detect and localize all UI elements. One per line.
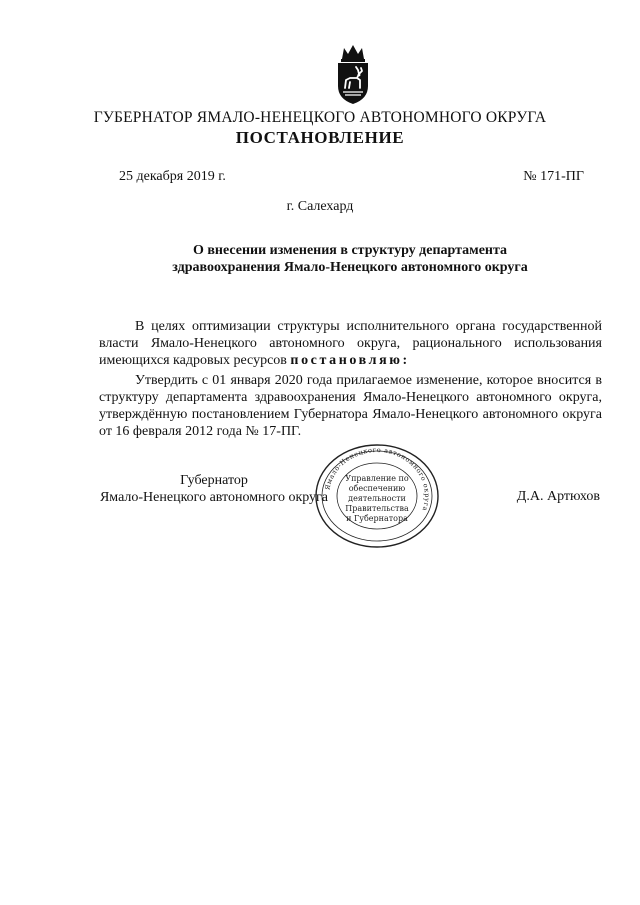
preamble-paragraph — [99, 318, 602, 369]
seal-line: обеспечению — [348, 484, 406, 493]
document-number: № 171-ПГ — [523, 169, 584, 184]
signatory-name: Д.А. Артюхов — [516, 489, 600, 504]
signatory-title — [99, 472, 329, 506]
document-date: 25 декабря 2019 г. — [119, 169, 226, 184]
issuing-city: г. Салехард — [286, 199, 354, 214]
seal-line: деятельности — [348, 494, 406, 503]
seal-line: и Губернатора — [346, 514, 408, 523]
issuing-authority: ГУБЕРНАТОР ЯМАЛО-НЕНЕЦКОГО АВТОНОМНОГО ОКРУГА — [93, 109, 547, 126]
svg-text:Ямало-Ненецкого автономного ок: Ямало-Ненецкого автономного округа — [323, 445, 432, 513]
preamble-text: В целях оптимизации структуры исполнительного органа государственной власти Ямало-Ненецкого автономного округа, рационального использования имеющихся кадровых ресурсов — [99, 319, 602, 368]
seal-inner-text — [330, 474, 424, 524]
resolution-paragraph: Утвердить с 01 января 2020 года прилагаемое изменение, которое вносится в структуру департамента здравоохранения Ямало-Ненецкого автономного округа, утверждённую постановлением Губернатора Ямало-Ненецкого автономного округа от 16 февраля 2012 года № 17-ПГ. — [99, 373, 602, 439]
seal-line: Управление по — [345, 474, 409, 483]
seal-line: Правительства — [345, 504, 409, 513]
signatory-title-line-1: Губернатор — [180, 473, 248, 488]
document-type-title: ПОСТАНОВЛЕНИЕ — [235, 128, 405, 147]
resolution-keyword: постановляю: — [290, 353, 410, 368]
document-subject: О внесении изменения в структуру департамента здравоохранения Ямало-Ненецкого автономного округа — [172, 243, 528, 275]
coat-of-arms-icon — [331, 44, 375, 106]
signatory-title-line-2: Ямало-Ненецкого автономного округа — [99, 490, 329, 505]
